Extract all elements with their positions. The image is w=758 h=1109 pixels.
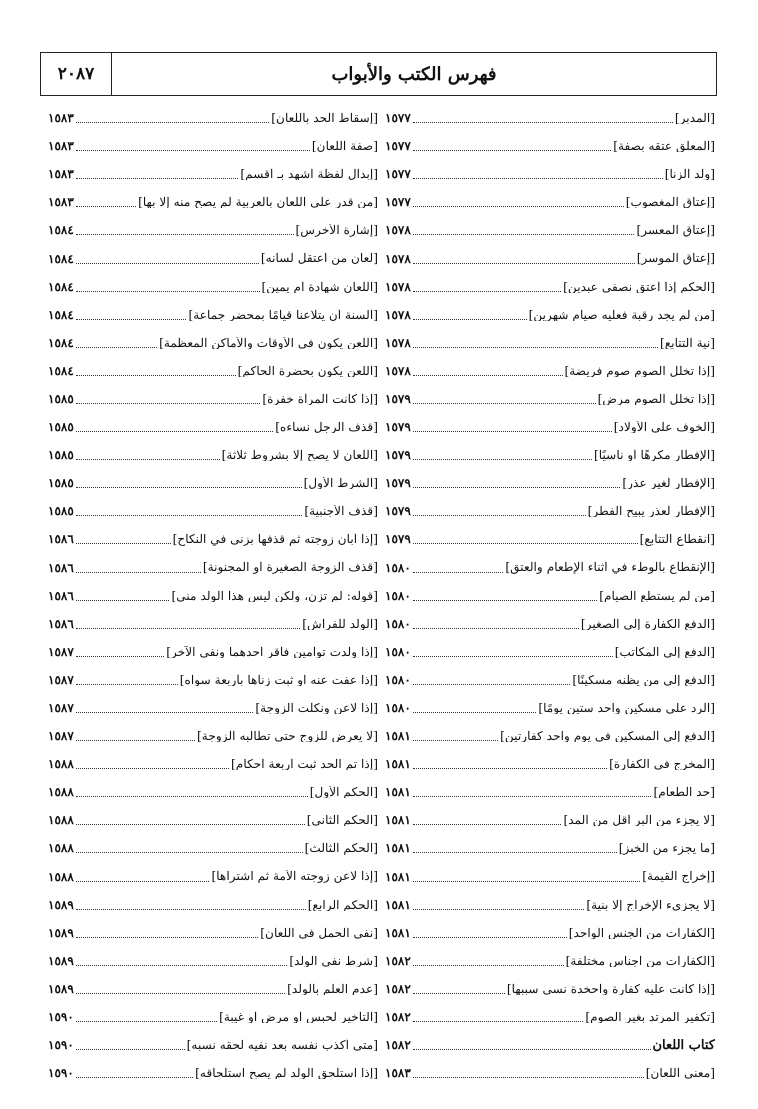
entry-page-number: ١٥٨٧ xyxy=(48,672,74,687)
entry-title: [السنة أن يتلاعنا قيامًا بمحضر جماعة] xyxy=(188,308,378,321)
entry-page-number: ١٥٨٢ xyxy=(385,1038,411,1053)
page-title: فهرس الكتب والأبواب xyxy=(331,63,497,85)
index-entry xyxy=(385,413,715,441)
entry-title: [الدفع الكفارة إلى الصغير] xyxy=(580,617,715,630)
dot-leader xyxy=(76,338,157,348)
entry-page-number: ١٥٧٩ xyxy=(385,504,411,519)
index-entry xyxy=(48,273,378,301)
entry-title: [من لم يستطع الصيام] xyxy=(599,589,715,602)
dot-leader xyxy=(413,1068,644,1078)
entry-page-number: ١٥٨١ xyxy=(385,813,411,828)
index-entry xyxy=(48,554,378,582)
dot-leader xyxy=(76,1012,217,1022)
index-entry xyxy=(48,1003,378,1031)
entry-title: [قذف الرجل نساءه] xyxy=(275,420,378,434)
entry-title: [الكفارات من الجنس الواحد] xyxy=(568,926,715,939)
dot-leader xyxy=(76,787,308,797)
dot-leader xyxy=(76,394,261,404)
entry-title: [إعتاق المغصوب] xyxy=(625,196,715,209)
index-entry xyxy=(48,666,378,694)
dot-leader xyxy=(76,113,269,123)
index-entry xyxy=(48,188,378,216)
index-entry xyxy=(385,666,715,694)
dot-leader xyxy=(413,506,586,516)
entry-title: [قوله: لم تزن، ولكن ليس هذا الولد مني] xyxy=(171,589,378,602)
index-entry xyxy=(48,329,378,357)
entry-page-number: ١٥٨٥ xyxy=(48,504,74,519)
entry-page-number: ١٥٨٨ xyxy=(48,841,74,856)
index-entry xyxy=(48,694,378,722)
index-entry xyxy=(48,1059,378,1087)
entry-title: [الرد على مسكين واحد ستين يومًا] xyxy=(538,701,715,715)
entry-page-number: ١٥٧٩ xyxy=(385,532,411,547)
entry-page-number: ١٥٧٩ xyxy=(385,476,411,491)
index-entry xyxy=(385,385,715,413)
entry-title: [معنى اللعان] xyxy=(645,1067,715,1080)
entry-page-number: ١٥٨٩ xyxy=(48,981,74,996)
dot-leader xyxy=(413,703,537,713)
dot-leader xyxy=(76,254,259,264)
index-entry xyxy=(385,1059,715,1087)
entry-page-number: ١٥٧٩ xyxy=(385,420,411,435)
entry-title: [الشرط الأول] xyxy=(303,477,378,490)
index-entry xyxy=(48,413,378,441)
entry-title: [من لم يجد رقبة فعليه صيام شهرين] xyxy=(528,308,715,321)
entry-page-number: ١٥٧٨ xyxy=(385,307,411,322)
entry-page-number: ١٥٨٠ xyxy=(385,560,411,575)
entry-title: [اللعن يكون في الأوقات والأماكن المعظمة] xyxy=(159,336,378,349)
entry-page-number: ١٥٨٤ xyxy=(48,223,74,238)
dot-leader xyxy=(76,843,303,853)
entry-page-number: ١٥٧٧ xyxy=(385,139,411,154)
index-entry xyxy=(385,947,715,975)
dot-leader xyxy=(76,478,302,488)
entry-title: [الحكم الرابع] xyxy=(307,898,378,911)
entry-title: [الولد للفراش] xyxy=(302,617,378,630)
entry-title: [تكفير المرتد بغير الصوم] xyxy=(585,1010,715,1024)
dot-leader xyxy=(76,1068,193,1078)
index-entry xyxy=(385,301,715,329)
entry-title: [عدم العلم بالولد] xyxy=(287,982,378,996)
entry-page-number: ١٥٨٤ xyxy=(48,307,74,322)
index-entry xyxy=(48,806,378,834)
entry-title: [إبدال لفظة أشهد بـ أقسم] xyxy=(240,168,378,181)
entry-page-number: ١٥٨٣ xyxy=(48,111,74,126)
index-entry xyxy=(385,863,715,891)
entry-title: [إعتاق المعسر] xyxy=(636,224,715,237)
entry-title: [إذا كانت عليه كفارة واحخدة نسي سببها] xyxy=(506,982,715,996)
dot-leader xyxy=(413,843,617,853)
dot-leader xyxy=(413,759,607,769)
entry-title: [إذا تم الحد ثبت أربعة أحكام] xyxy=(231,758,378,771)
entry-page-number: ١٥٨٧ xyxy=(48,644,74,659)
index-entry xyxy=(385,975,715,1003)
dot-leader xyxy=(76,956,288,966)
dot-leader xyxy=(76,815,305,825)
index-entry xyxy=(48,750,378,778)
entry-page-number: ١٥٧٨ xyxy=(385,363,411,378)
entry-title: [الإفطار مكرهًا أو ناسيًا] xyxy=(594,449,715,462)
dot-leader xyxy=(76,984,285,994)
index-entry xyxy=(48,778,378,806)
entry-title: [الدفع إلى المسكين في يوم واحد كفارتين] xyxy=(500,730,715,743)
dot-leader xyxy=(413,900,585,910)
entry-page-number: ١٥٨٠ xyxy=(385,616,411,631)
index-entry xyxy=(385,525,715,553)
index-entry xyxy=(48,357,378,385)
index-entry xyxy=(385,160,715,188)
entry-title: [حد الطعام] xyxy=(653,786,715,799)
entry-title: [ما يجزء من الخبز] xyxy=(618,842,715,855)
entry-page-number: ١٥٨١ xyxy=(385,729,411,744)
entry-page-number: ١٥٧٧ xyxy=(385,111,411,126)
entry-page-number: ١٥٧٩ xyxy=(385,448,411,463)
dot-leader xyxy=(413,928,567,938)
entry-title: [اللعن يكون بحضرة الحاكم] xyxy=(237,364,378,377)
entry-page-number: ١٥٧٨ xyxy=(385,279,411,294)
dot-leader xyxy=(413,169,663,179)
dot-leader xyxy=(413,815,562,825)
entry-page-number: ١٥٧٧ xyxy=(385,195,411,210)
entry-page-number: ١٥٧٨ xyxy=(385,223,411,238)
entry-title: [من قدر على اللعان بالعربية لم يصح منه إلا بها] xyxy=(138,196,378,209)
entry-title: [الإنقطاع بالوطء في أثناء الإطعام والعتق] xyxy=(505,561,715,574)
index-entry xyxy=(48,497,378,525)
dot-leader xyxy=(76,563,201,573)
entry-title: [نفي الحمل في اللعان] xyxy=(260,926,378,939)
dot-leader xyxy=(413,478,621,488)
index-entry xyxy=(385,441,715,469)
index-entry xyxy=(385,694,715,722)
index-entry xyxy=(385,722,715,750)
dot-leader xyxy=(76,225,294,235)
entry-page-number: ١٥٨٤ xyxy=(48,363,74,378)
index-entry xyxy=(385,834,715,862)
entry-title: كتاب اللِّعان xyxy=(652,1038,715,1052)
entry-page-number: ١٥٨٥ xyxy=(48,476,74,491)
entry-page-number: ١٥٩٠ xyxy=(48,1066,74,1081)
entry-page-number: ١٥٨٣ xyxy=(48,195,74,210)
entry-page-number: ١٥٨٢ xyxy=(385,981,411,996)
entry-page-number: ١٥٨٥ xyxy=(48,420,74,435)
entry-title: [الحكم إذا أعتق نصفي عبدين] xyxy=(563,280,715,293)
dot-leader xyxy=(413,1040,651,1050)
dot-leader xyxy=(413,422,612,432)
entry-title: [الإفطار لغير عذر] xyxy=(622,477,715,490)
index-entry xyxy=(48,160,378,188)
entry-title: [شرط نفي الولد] xyxy=(289,954,378,967)
entry-title: [الحكم الثاني] xyxy=(306,814,378,827)
entry-title: [الإفطار لعذر يبيح الفطر] xyxy=(587,505,715,518)
entry-title: [إسقاط الحد باللعان] xyxy=(271,111,378,125)
entry-title: [صفة اللعان] xyxy=(311,140,378,153)
index-entry xyxy=(48,947,378,975)
entry-title: [متى أكذب نفسه بعد نفيه لحقه نسبه] xyxy=(186,1039,378,1052)
dot-leader xyxy=(76,282,260,292)
entry-page-number: ١٥٨٩ xyxy=(48,953,74,968)
index-entry xyxy=(48,301,378,329)
index-entry xyxy=(385,244,715,272)
dot-leader xyxy=(76,647,164,657)
index-entry xyxy=(385,806,715,834)
dot-leader xyxy=(76,731,195,741)
entry-title: [الدفع إلى من يظنه مسكينًا] xyxy=(572,673,715,687)
entry-title: [إذا أبان زوجته ثم قذفها بزنى في النكاح] xyxy=(172,533,378,546)
index-column-left xyxy=(48,104,378,1087)
index-entry xyxy=(48,863,378,891)
index-entry xyxy=(385,582,715,610)
entry-page-number: ١٥٨٥ xyxy=(48,391,74,406)
entry-title: [المعلق عتقه بصفة] xyxy=(613,140,715,153)
index-entry xyxy=(385,329,715,357)
entry-title: [لا يعرض للزوج حتى تطالبه الزوجة] xyxy=(197,730,378,743)
index-entry xyxy=(385,610,715,638)
entry-page-number: ١٥٨٤ xyxy=(48,251,74,266)
index-entry xyxy=(48,834,378,862)
index-entry xyxy=(48,1031,378,1059)
entry-page-number: ١٥٨١ xyxy=(385,785,411,800)
index-entry xyxy=(385,273,715,301)
entry-page-number: ١٥٨٣ xyxy=(48,139,74,154)
index-entry xyxy=(385,216,715,244)
entry-page-number: ١٥٨٩ xyxy=(48,925,74,940)
index-column-right xyxy=(385,104,715,1087)
entry-page-number: ١٥٨٨ xyxy=(48,813,74,828)
entry-title: [الحكم الأول] xyxy=(309,786,378,799)
index-entry xyxy=(48,975,378,1003)
index-entry xyxy=(48,469,378,497)
entry-page-number: ١٥٨٣ xyxy=(385,1066,411,1081)
index-entry xyxy=(48,891,378,919)
entry-title: [الدفع إلى المكاتب] xyxy=(614,645,715,658)
entry-page-number: ١٥٨٠ xyxy=(385,672,411,687)
dot-leader xyxy=(76,591,170,601)
entry-page-number: ١٥٩٠ xyxy=(48,1010,74,1025)
entry-page-number: ١٥٨١ xyxy=(385,869,411,884)
dot-leader xyxy=(76,928,258,938)
entry-title: [إذا لاعن ونكلت الزوجة] xyxy=(255,701,378,715)
dot-leader xyxy=(76,1040,185,1050)
index-entry xyxy=(385,778,715,806)
index-entry xyxy=(48,610,378,638)
entry-title: [المخرج في الكفارة] xyxy=(609,758,715,771)
dot-leader xyxy=(413,619,579,629)
entry-title: [إعتاق الموسر] xyxy=(636,252,715,265)
dot-leader xyxy=(413,563,504,573)
dot-leader xyxy=(413,984,505,994)
dot-leader xyxy=(413,141,611,151)
entry-page-number: ١٥٨٩ xyxy=(48,897,74,912)
entry-page-number: ١٥٧٨ xyxy=(385,251,411,266)
index-entry xyxy=(385,497,715,525)
dot-leader xyxy=(76,197,136,207)
dot-leader xyxy=(76,534,171,544)
dot-leader xyxy=(76,703,254,713)
dot-leader xyxy=(76,506,303,516)
entry-page-number: ١٥٨٤ xyxy=(48,279,74,294)
dot-leader xyxy=(413,1012,584,1022)
entry-page-number: ١٥٨٦ xyxy=(48,560,74,575)
dot-leader xyxy=(76,310,187,320)
entry-title: [الحكم الثالث] xyxy=(304,842,378,855)
entry-page-number: ١٥٨٨ xyxy=(48,757,74,772)
entry-title: [لعان من اعتقل لسانه] xyxy=(260,252,378,265)
dot-leader xyxy=(413,534,638,544)
index-entry xyxy=(48,638,378,666)
entry-page-number: ١٥٨٦ xyxy=(48,616,74,631)
dot-leader xyxy=(413,394,596,404)
entry-title: [قذف الأجنبية] xyxy=(304,505,378,518)
index-entry xyxy=(385,1003,715,1031)
entry-title: [الخوف على الأولاد] xyxy=(613,420,715,434)
dot-leader xyxy=(76,450,220,460)
entry-page-number: ١٥٨٨ xyxy=(48,785,74,800)
entry-page-number: ١٥٨٢ xyxy=(385,953,411,968)
entry-title: [التأخير لحبس أو مرض أو غيبة] xyxy=(219,1010,378,1024)
dot-leader xyxy=(413,647,613,657)
dot-leader xyxy=(413,450,592,460)
entry-title: [انقطاع التتابع] xyxy=(639,533,715,546)
dot-leader xyxy=(76,675,178,685)
entry-page-number: ١٥٩٠ xyxy=(48,1038,74,1053)
entry-title: [إذا تخلل الصوم صوم فريضة] xyxy=(564,364,715,377)
entry-page-number: ١٥٧٨ xyxy=(385,335,411,350)
index-entry xyxy=(385,357,715,385)
entry-page-number: ١٥٨١ xyxy=(385,897,411,912)
index-entry xyxy=(48,244,378,272)
dot-leader xyxy=(413,731,498,741)
entry-title: [اللعان شهادة أم يمين] xyxy=(261,280,378,293)
index-entry xyxy=(385,469,715,497)
entry-title: [إذا لاعن زوجته الأمة ثم اشتراها] xyxy=(211,870,378,883)
index-entry xyxy=(385,919,715,947)
dot-leader xyxy=(76,872,210,882)
entry-page-number: ١٥٨٠ xyxy=(385,701,411,716)
dot-leader xyxy=(413,956,564,966)
index-section-heading xyxy=(385,1031,715,1059)
entry-page-number: ١٥٨٥ xyxy=(48,448,74,463)
entry-title: [لا يجزيء الإخراج إلا بنية] xyxy=(586,898,715,911)
dot-leader xyxy=(76,422,273,432)
entry-page-number: ١٥٨٤ xyxy=(48,335,74,350)
index-entry xyxy=(48,385,378,413)
entry-title: [اللعان لا يصح إلا بشروط ثلاثة] xyxy=(221,449,378,462)
dot-leader xyxy=(413,282,561,292)
dot-leader xyxy=(413,675,571,685)
entry-title: [لا يجزء من البر أقل من المد] xyxy=(563,814,715,827)
index-entry xyxy=(48,525,378,553)
dot-leader xyxy=(413,872,640,882)
entry-page-number: ١٥٨١ xyxy=(385,841,411,856)
index-entry xyxy=(48,441,378,469)
entry-title: [إذا تخلل الصوم مرض] xyxy=(597,392,715,406)
entry-title: [إذا عفت عنه أو ثبت زناها بأربعة سواه] xyxy=(179,673,378,687)
index-entry xyxy=(48,104,378,132)
index-entry xyxy=(385,104,715,132)
entry-title: [ولد الزنا] xyxy=(664,168,715,181)
entry-title: [المدبر] xyxy=(674,111,715,125)
entry-page-number: ١٥٨٧ xyxy=(48,701,74,716)
entry-title: [إذا كانت المرأة خفرة] xyxy=(262,392,378,406)
entry-title: [قذف الزوجة الصغيرة أو المجنونة] xyxy=(202,561,378,574)
dot-leader xyxy=(413,254,635,264)
entry-page-number: ١٥٧٧ xyxy=(385,167,411,182)
index-entry xyxy=(48,582,378,610)
dot-leader xyxy=(413,338,658,348)
dot-leader xyxy=(76,141,310,151)
entry-page-number: ١٥٧٩ xyxy=(385,391,411,406)
entry-title: [الكفارات من أجناس مختلفة] xyxy=(565,954,715,967)
entry-page-number: ١٥٨٧ xyxy=(48,729,74,744)
entry-title: [إذا ولدت توأمين فأقر أحدهما ونفى الآخر] xyxy=(166,645,378,658)
entry-page-number: ١٥٨٢ xyxy=(385,1010,411,1025)
index-entry xyxy=(48,919,378,947)
dot-leader xyxy=(413,366,563,376)
entry-page-number: ١٥٨٨ xyxy=(48,869,74,884)
dot-leader xyxy=(413,310,527,320)
index-entry xyxy=(385,554,715,582)
dot-leader xyxy=(413,113,673,123)
entry-page-number: ١٥٨٠ xyxy=(385,588,411,603)
dot-leader xyxy=(413,225,635,235)
dot-leader xyxy=(76,169,239,179)
dot-leader xyxy=(413,197,624,207)
index-entry xyxy=(385,132,715,160)
entry-page-number: ١٥٨١ xyxy=(385,925,411,940)
entry-title: [نية التتابع] xyxy=(659,336,715,349)
index-entry xyxy=(48,132,378,160)
index-entry xyxy=(385,638,715,666)
index-entry xyxy=(48,722,378,750)
dot-leader xyxy=(413,787,652,797)
dot-leader xyxy=(76,900,306,910)
entry-title: [إذا استلحق الولد لم يصح استلحاقه] xyxy=(195,1067,378,1080)
entry-title: [إشارة الأخرس] xyxy=(295,224,378,237)
entry-page-number: ١٥٨١ xyxy=(385,757,411,772)
index-entry xyxy=(385,891,715,919)
index-entry xyxy=(48,216,378,244)
dot-leader xyxy=(76,366,236,376)
page-number: ٢٠٨٧ xyxy=(41,53,112,95)
dot-leader xyxy=(413,591,597,601)
entry-title: [إخراج القيمة] xyxy=(642,870,715,883)
index-entry xyxy=(385,750,715,778)
entry-page-number: ١٥٨٠ xyxy=(385,644,411,659)
dot-leader xyxy=(76,759,229,769)
index-entry xyxy=(385,188,715,216)
entry-page-number: ١٥٨٦ xyxy=(48,532,74,547)
entry-page-number: ١٥٨٦ xyxy=(48,588,74,603)
dot-leader xyxy=(76,619,300,629)
page-header xyxy=(40,52,717,96)
entry-page-number: ١٥٨٣ xyxy=(48,167,74,182)
